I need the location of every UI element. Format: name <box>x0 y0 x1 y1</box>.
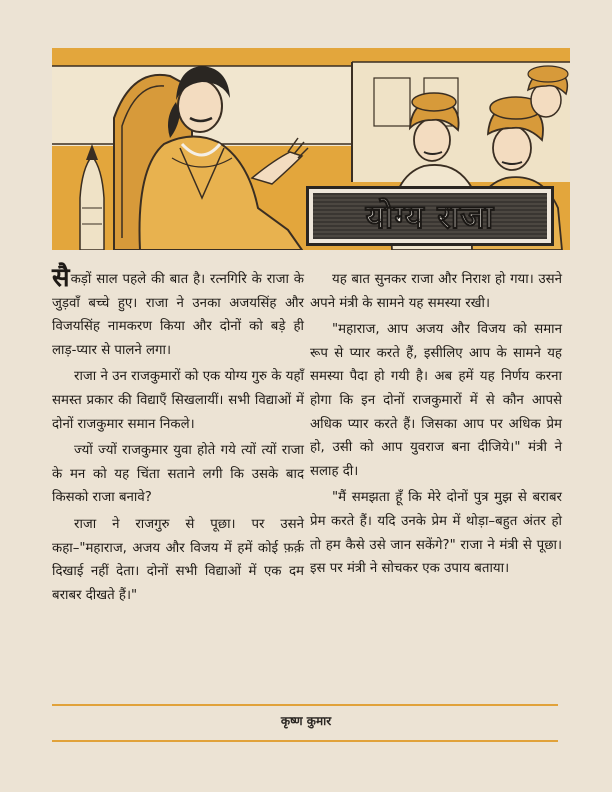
paragraph-6: "महाराज, आप अजय और विजय को समान रूप से प्यार करते हैं, इसीलिए आप के सामने यह समस्या पैदा हो गयी है। अब हमें यह निर्णय करना होगा कि इन दोनों राजकुमारों में से कौन आपसे अधिक प्यार करते हैं। जिसका आप पर अधिक प्रेम हो, उसी को आप युवराज बना दीजिये।" मंत्री ने सलाह दी। <box>310 322 562 479</box>
paragraph-2: राजा ने उन राजकुमारों को एक योग्य गुरु के यहाँ समस्त प्रकार की विद्याएँ सिखलायीं। सभी विद्याओं में दोनों राजकुमार समान निकले। <box>52 369 304 432</box>
story-title-box <box>306 186 554 246</box>
paragraph-1-text: कड़ों साल पहले की बात है। रत्नगिरि के राजा के जुड़वाँ बच्चे हुए। राजा ने उनका अजयसिंह और विजयसिंह नामकरण किया और दोनों को बड़े ही लाड़-प्यार से पालने लगा। <box>52 272 304 358</box>
dropcap: सै <box>52 263 70 293</box>
paragraph-5: यह बात सुनकर राजा और निराश हो गया। उसने अपने मंत्री के सामने यह समस्या रखी। <box>310 272 562 311</box>
paragraph-4: राजा ने राजगुरु से पूछा। पर उसने कहा–"महाराज, अजय और विजय में हमें कोई फ़र्क़ दिखाई नहीं देता। दोनों सभी विद्याओं में एक दम बराबर दीखते हैं।" <box>52 516 304 603</box>
story-title: योग्य राजा <box>365 196 495 236</box>
footer-rule-top <box>52 704 558 706</box>
author-name: कृष्ण कुमार <box>280 714 332 728</box>
paragraph-7: "मैं समझता हूँ कि मेरे दोनों पुत्र मुझ से बराबर प्रेम करते हैं। यदि उनके प्रेम में थोड़ा–बहुत अंतर हो तो हम कैसे उसे जान सकेंगे?" राजा ने मंत्री से पूछा। इस पर मंत्री ने सोचकर एक उपाय बताया। <box>310 490 562 577</box>
left-column <box>52 263 304 610</box>
right-column <box>310 268 562 584</box>
paragraph-1 <box>52 263 304 362</box>
paragraph-3: ज्यों ज्यों राजकुमार युवा होते गये त्यों त्यों राजा के मन को यह चिंता सताने लगी कि उसके बाद किसको राजा बनावे? <box>52 443 304 506</box>
story-title-plate <box>313 193 547 239</box>
footer-rule-bottom <box>52 740 558 742</box>
